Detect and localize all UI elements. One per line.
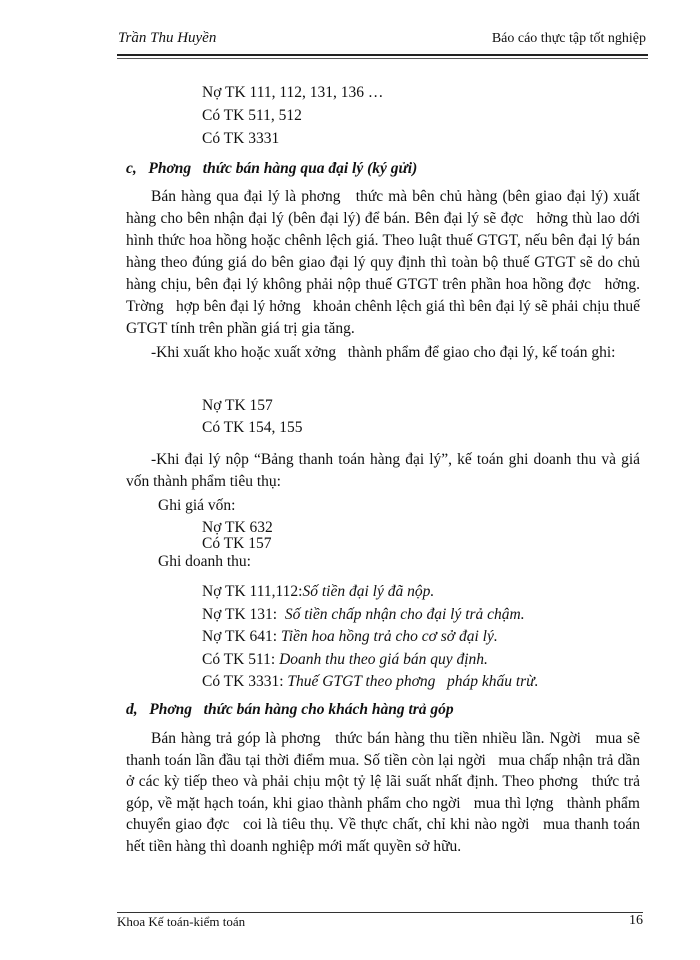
account: Có TK 511: [202, 651, 276, 668]
paragraph: -Khi xuất kho hoặc xuất xởng thành phẩm để giao cho đại lý, kế toán ghi: [151, 344, 616, 361]
revenue-label: Ghi doanh thu: [158, 553, 251, 570]
revenue-entry [202, 606, 525, 624]
account: Có TK 3331: [202, 673, 284, 690]
entry-note: Doanh thu theo giá bán quy định. [275, 651, 488, 668]
section-heading-c: c, Phơng thức bán hàng qua đại lý (ký gửi) [126, 160, 418, 177]
footer-divider [117, 912, 643, 913]
footer-department: Khoa Kế toán-kiểm toán [117, 914, 246, 929]
entry-note: Số tiền đại lý đã nộp. [302, 583, 435, 600]
revenue-entry [202, 583, 434, 601]
paragraph: -Khi đại lý nộp “Bảng thanh toán hàng đại lý”, kế toán ghi doanh thu và giá vốn thành phẩm tiêu thụ: [126, 451, 640, 490]
entry-note: Số tiền chấp nhận cho đại lý trả chậm. [277, 606, 525, 623]
paragraph: Bán hàng qua đại lý là phơng thức mà bên chủ hàng (bên giao đại lý) xuất hàng cho bên nhận đại lý (bên đại lý) để bán. Bên đại lý sẽ đợc hởng thù lao dới hình thức hoa hồng hoặc chênh lệch giá. Theo luật thuế GTGT, nếu bên đại lý bán hàng theo đúng giá do bên giao đại lý quy định thì toàn bộ thuế GTGT sẽ do chủ hàng chịu, bên đại lý không phải nộp thuế GTGT trên phần hoa hồng đợc hởng. Trờng hợp bên đại lý hởng khoản chênh lệch giá thì bên đại lý sẽ phải chịu thuế GTGT tính trên phần giá trị gia tăng. [126, 188, 652, 337]
entry-note: Thuế GTGT theo phơng pháp khấu trừ. [283, 673, 539, 690]
journal-entry: Nợ TK 111, 112, 131, 136 … [202, 84, 384, 101]
account: Nợ TK 641: [202, 628, 278, 645]
journal-entry: Có TK 511, 512 [202, 107, 302, 124]
header-title: Báo cáo thực tập tốt nghiệp [491, 31, 646, 46]
header-author: Trần Thu Huyền [118, 30, 217, 46]
entry-note: Tiền hoa hồng trả cho cơ sở đại lý. [277, 628, 498, 645]
journal-entry: Nợ TK 157 [202, 397, 273, 414]
section-heading-d: d, Phơng thức bán hàng cho khách hàng trả góp [126, 701, 454, 718]
revenue-entry [202, 673, 539, 691]
paragraph: Bán hàng trả góp là phơng thức bán hàng thu tiền nhiều lần. Ngời mua sẽ thanh toán lần đầu tại thời điểm mua. Số tiền còn lại ngời mua chấp nhận trả dần ở các kỳ tiếp theo và phải chịu một tỷ lệ lãi suất nhất định. Theo phơng thức trả góp, về mặt hạch toán, khi giao thành phẩm cho ngời mua thì lợng thành phẩm chuyển giao đợc coi là tiêu thụ. Về thực chất, chỉ khi nào ngời mua thanh toán hết tiền hàng thì doanh nghiệp mới mất quyền sở hữu. [126, 730, 644, 855]
revenue-entry [202, 651, 488, 669]
page-number: 16 [629, 913, 643, 928]
header-divider [117, 54, 648, 59]
journal-entry: Có TK 3331 [202, 130, 280, 147]
account: Nợ TK 111,112: [202, 583, 303, 600]
cost-label: Ghi giá vốn: [158, 497, 236, 514]
journal-entry: Có TK 157 [202, 535, 272, 552]
journal-entry: Có TK 154, 155 [202, 419, 303, 436]
revenue-entry [202, 628, 498, 646]
journal-entry: Nợ TK 632 [202, 519, 273, 536]
account: Nợ TK 131: [202, 606, 278, 623]
